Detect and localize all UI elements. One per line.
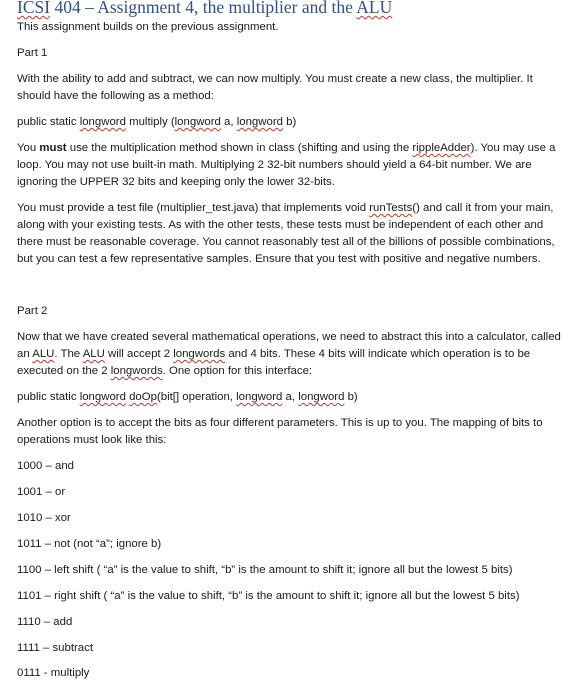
title-word-alu: ALU [356, 0, 393, 17]
op-mapping-left-shift: 1100 – left shift ( “a” is the value to shift, “b” is the amount to shift it; ignore all but the lowest 5 bits) [17, 564, 513, 576]
op-mapping-or: 1001 – or [17, 486, 66, 498]
op-mapping-xor: 1010 – xor [17, 512, 71, 524]
op-mapping-not: 1011 – not (not “a”; ignore b) [17, 538, 162, 550]
part1-paragraph-1: With the ability to add and subtract, we can now multiply. You must create a new class, the multiplier. It should have the following as a method: [17, 73, 533, 102]
part2-paragraph-1: Now that we have created several mathematical operations, we need to abstract this into a calculator, called an ALU. The ALU will accept 2 longwords and 4 bits. These 4 bits will indicate which operation is to be executed on the 2 longwords. One option for this interface: [17, 331, 561, 377]
op-mapping-subtract: 1111 – subtract [17, 642, 93, 654]
intro-paragraph: This assignment builds on the previous assignment. [17, 21, 279, 33]
part2-heading: Part 2 [17, 305, 48, 317]
op-mapping-add: 1110 – add [17, 616, 73, 628]
op-mapping-right-shift: 1101 – right shift ( “a” is the value to shift, “b” is the amount to shift it; ignore all but the lowest 5 bits) [17, 590, 520, 602]
page-title [17, 0, 565, 16]
title-text: 404 – Assignment 4, the multiplier and the [50, 0, 357, 17]
document-page [17, 0, 565, 682]
part2-paragraph-2: Another option is to accept the bits as four different parameters. This is up to you. The mapping of bits to operations must look like this: [17, 417, 543, 446]
part1-paragraph-2: You must use the multiplication method shown in class (shifting and using the rippleAdder). You may use a loop. You may not use built-in math. Multiplying 2 32-bit numbers should yield a 64-bit number. We are ignoring the UPPER 32 bits and keeping only the lower 32-bits. [17, 142, 556, 188]
multiply-signature: public static longword multiply (longword a, longword b) [17, 116, 297, 128]
op-mapping-and: 1000 – and [17, 460, 75, 472]
op-mapping-multiply: 0111 - multiply [17, 667, 90, 679]
part1-heading: Part 1 [17, 47, 48, 59]
title-word-icsi: ICSI [17, 0, 51, 17]
part1-paragraph-3: You must provide a test file (multiplier_test.java) that implements void runTests() and call it from your main, along with your existing tests. As with the other tests, these tests must be independent of each other and there must be reasonable coverage. You cannot reasonably test all of the billions of possible combinations, but you can test a few representative samples. Ensure that you test with positive and negative numbers. [17, 202, 555, 265]
doop-signature: public static longword doOp(bit[] operation, longword a, longword b) [17, 391, 358, 403]
